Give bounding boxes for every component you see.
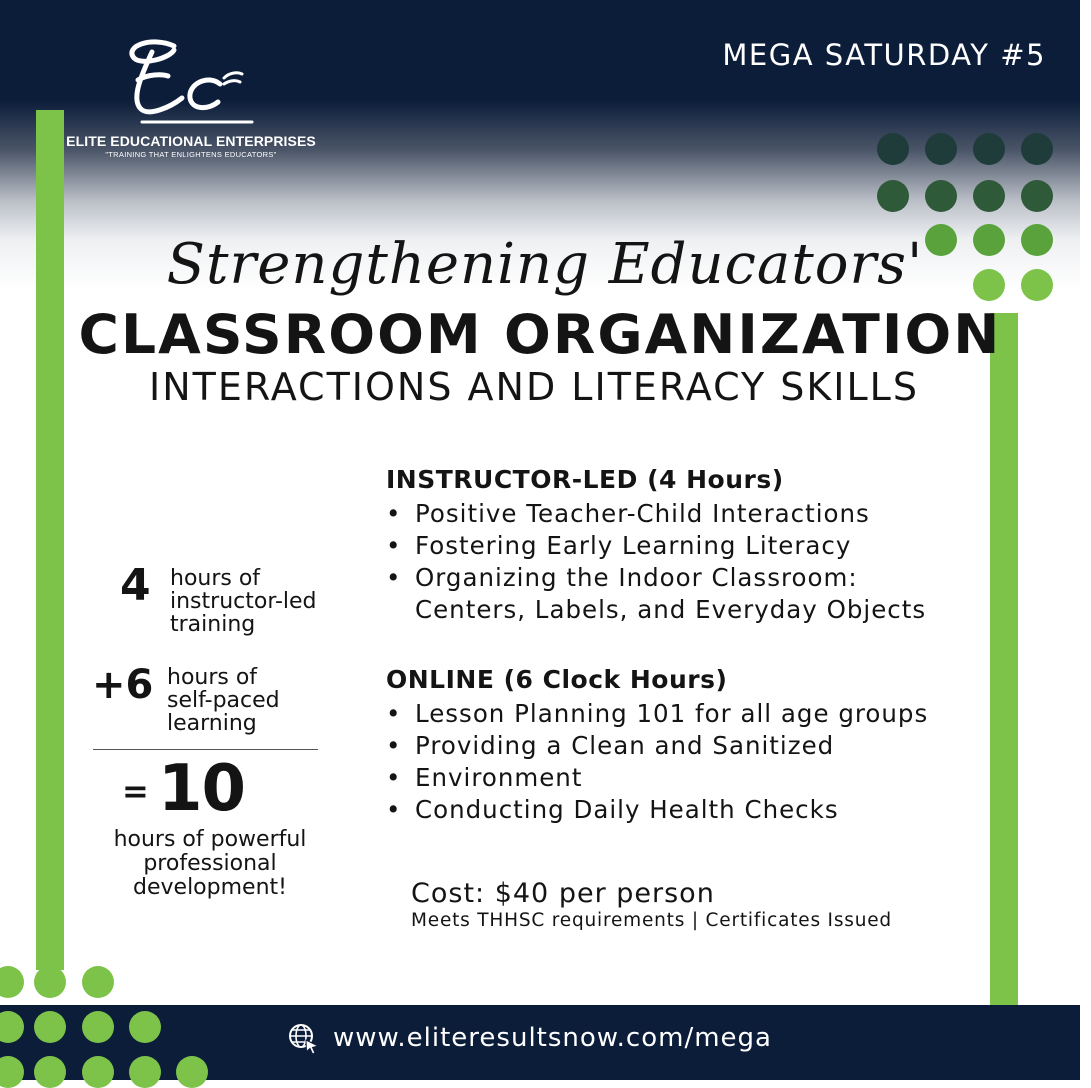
requirements-text: Meets THHSC requirements | Certificates Issued: [411, 910, 892, 931]
instructor-led-list: [386, 498, 986, 626]
list-item: • Positive Teacher-Child Interactions: [386, 499, 870, 528]
list-item: Centers, Labels, and Everyday Objects: [415, 595, 927, 624]
event-label: MEGA SATURDAY #5: [722, 38, 1046, 72]
total-hours-number: 10: [158, 752, 246, 826]
brand-name: ELITE EDUCATIONAL ENTERPRISES: [66, 133, 316, 149]
website-link[interactable]: www.eliteresultsnow.com/mega: [333, 1023, 772, 1053]
online-heading: ONLINE (6 Clock Hours): [386, 665, 728, 694]
list-item: • Providing a Clean and Sanitized: [386, 731, 835, 760]
instructor-hours-text: hours of instructor-led training: [170, 566, 317, 637]
instructor-hours-number: 4: [120, 560, 151, 611]
list-item: • Fostering Early Learning Literacy: [386, 531, 852, 560]
instructor-led-heading: INSTRUCTOR-LED (4 Hours): [386, 465, 784, 494]
right-accent-bar: [990, 313, 1018, 1005]
cost-text: Cost: $40 per person: [411, 878, 715, 909]
script-headline: [166, 205, 924, 315]
globe-cursor-icon: [287, 1022, 321, 1056]
list-item: • Lesson Planning 101 for all age groups: [386, 699, 929, 728]
list-item: • Environment: [386, 763, 583, 792]
script-headline-text: Strengthening Educators': [166, 232, 924, 297]
list-item: • Organizing the Indoor Classroom:: [386, 563, 858, 592]
list-item: • Conducting Daily Health Checks: [386, 795, 839, 824]
total-equals-sign: =: [122, 772, 149, 810]
ec-monogram-logo-icon: [112, 28, 262, 128]
total-hours-text: hours of powerful professional development!: [113, 827, 307, 900]
brand-tagline: "TRAINING THAT ENLIGHTENS EDUCATORS": [105, 150, 277, 159]
online-list: [386, 698, 986, 826]
page-subtitle: INTERACTIONS AND LITERACY SKILLS: [149, 365, 919, 409]
brand-logo: [66, 30, 316, 160]
left-accent-bar: [36, 110, 64, 970]
selfpaced-hours-text: hours of self-paced learning: [167, 665, 280, 736]
sum-divider: [93, 749, 318, 750]
selfpaced-hours-number: +6: [92, 662, 154, 708]
page-title: CLASSROOM ORGANIZATION: [78, 303, 1002, 366]
